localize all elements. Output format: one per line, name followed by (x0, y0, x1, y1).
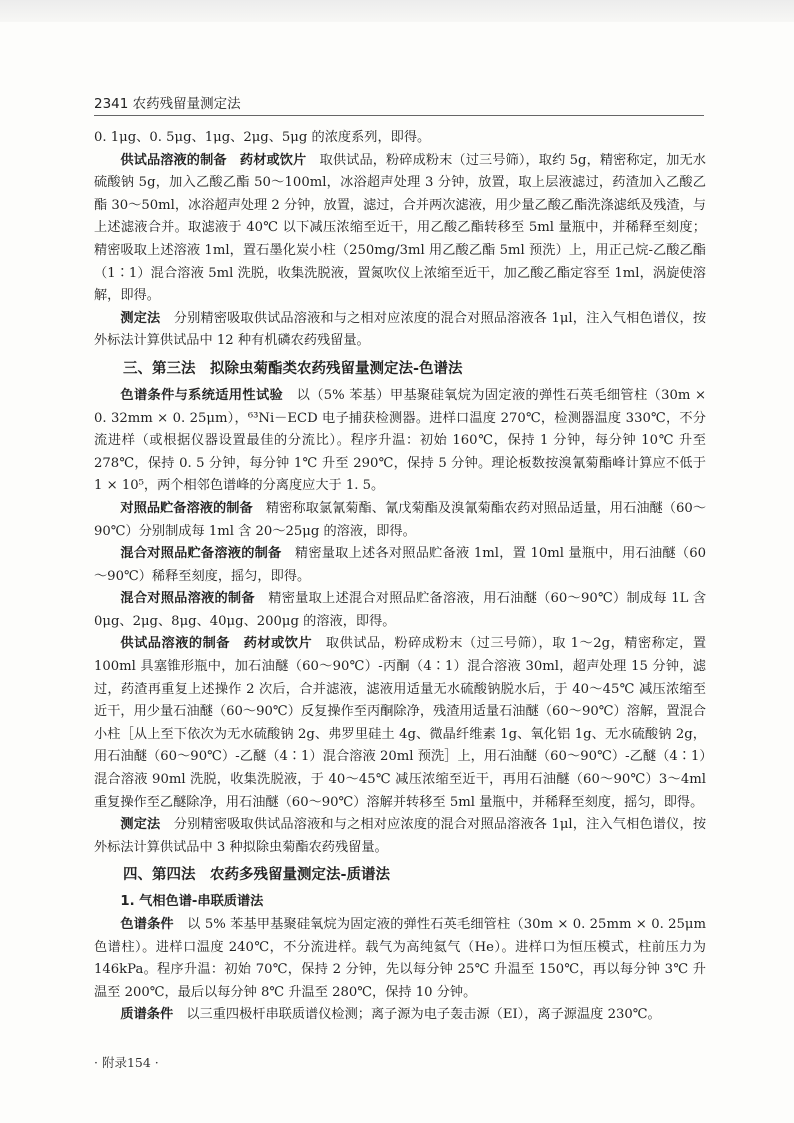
page-number: · 附录154 · (94, 1055, 159, 1070)
page-body (94, 127, 706, 1027)
scan-top-band (0, 0, 794, 22)
paragraph: 测定法 分别精密吸取供试品溶液和与之相对应浓度的混合对照品溶液各 1μl，注入气相色谱仪，按外标法计算供试品中 3 种拟除虫菊酯农药残留量。 (94, 817, 707, 855)
paragraph: 质谱条件 以三重四极杆串联质谱仪检测；离子源为电子轰击源（EI），离子源温度 230℃。 (120, 1007, 661, 1023)
paragraph: 供试品溶液的制备 药材或饮片 取供试品，粉碎成粉末（过三号筛），取 1～2g，精密称定，置 100ml 具塞锥形瓶中，加石油醚（60～90℃）-丙酮（4∶1）混合溶液 30ml，超声处理 15 分钟，滤过，药渣再重复上述操作 2 次后，合并滤液，滤液用适量无水硫酸钠脱水后，于 40～45℃ 减压浓缩至近干，用少量石油醚（60～90℃）反复操作至丙酮除净，残渣用适量石油醚（60～90℃）溶解，置混合小柱［从上至下依次为无水硫酸钠 2g、弗罗里硅土 4g、微晶纤维素 1g、氧化铝 1g、无水硫酸钠 2g，用石油醚（60～90℃）-乙醚（4∶1）混合溶液 20ml 预洗］上，用石油醚（60～90℃）-乙醚（4∶1）混合溶液 90ml 洗脱，收集洗脱液，于 40～45℃ 减压浓缩至近干，再用石油醚（60～90℃）3～4ml 重复操作至乙醚除净，用石油醚（60～90℃）溶解并转移至 5ml 量瓶中，并稀释至刻度，摇匀，即得。 (94, 636, 707, 810)
header-rule (94, 115, 704, 116)
paragraph: 对照品贮备溶液的制备 精密称取氯氰菊酯、氰戊菊酯及溴氰菊酯农药对照品适量，用石油醚（60～90℃）分别制成每 1ml 含 20～25μg 的溶液，即得。 (94, 500, 707, 539)
paragraph: 供试品溶液的制备 药材或饮片 取供试品，粉碎成粉末（过三号筛），取约 5g，精密称定，加无水硫酸钠 5g，加入乙酸乙酯 50～100ml，冰浴超声处理 3 分钟，放置，取上层液滤过，药渣加入乙酸乙酯 30～50ml，冰浴超声处理 2 分钟，放置，滤过，合并两次滤液，用少量乙酸乙酯洗涤滤纸及残渣，与上述滤液合并。取滤液于 40℃ 以下减压浓缩至近干，用乙酸乙酯转移至 5ml 量瓶中，并稀释至刻度；精密吸取上述溶液 1ml，置石墨化炭小柱（250mg/3ml 用乙酸乙酯 5ml 预洗）上，用正己烷-乙酸乙酯（1∶1）混合溶液 5ml 洗脱，收集洗脱液，置氮吹仪上浓缩至近干，加乙酸乙酯定容至 1ml，涡旋使溶解，即得。 (94, 152, 706, 304)
paragraph: 0. 1μg、0. 5μg、1μg、2μg、5μg 的浓度系列，即得。 (94, 130, 431, 145)
section-heading: 四、第四法 农药多残留量测定法-质谱法 (123, 867, 391, 884)
subsection-heading: 1. 气相色谱-串联质谱法 (120, 894, 264, 910)
paragraph: 色谱条件与系统适用性试验 以（5% 苯基）甲基聚硅氧烷为固定液的弹性石英毛细管柱（30m × 0. 32mm × 0. 25μm），⁶³Ni－ECD 电子捕获检测器。进样口温度 270℃，检测器温度 330℃，不分流进样（或根据仪器设置最佳的分流比）。程序升温：初始 160℃，保持 1 分钟，每分钟 10℃ 升至 278℃，保持 0. 5 分钟，每分钟 1℃ 升至 290℃，保持 5 分钟。理论板数按溴氰菊酯峰计算应不低于 1 × 10⁵，两个相邻色谱峰的分离度应大于 1. 5。 (94, 387, 706, 494)
paragraph: 测定法 分别精密吸取供试品溶液和与之相对应浓度的混合对照品溶液各 1μl，注入气相色谱仪，按外标法计算供试品中 12 种有机磷农药残留量。 (94, 310, 707, 349)
paragraph: 色谱条件 以 5% 苯基甲基聚硅氧烷为固定液的弹性石英毛细管柱（30m × 0. 25mm × 0. 25μm 色谱柱）。进样口温度 240℃，不分流进样。载气为高纯氦气（He）。进样口为恒压模式，柱前压力为 146kPa。程序升温：初始 70℃，保持 2 分钟，先以每分钟 25℃ 升温至 150℃，再以每分钟 3℃ 升温至 200℃，最后以每分钟 8℃ 升温至 280℃，保持 10 分钟。 (94, 917, 707, 1000)
paragraph: 混合对照品贮备溶液的制备 精密量取上述各对照品贮备液 1ml，置 10ml 量瓶中，用石油醚（60～90℃）稀释至刻度，摇匀，即得。 (94, 546, 706, 584)
section-heading: 三、第三法 拟除虫菊酯类农药残留量测定法-色谱法 (123, 360, 463, 377)
paragraph: 混合对照品溶液的制备 精密量取上述混合对照品贮备溶液，用石油醚（60～90℃）制成每 1L 含 0μg、2μg、8μg、40μg、200μg 的溶液，即得。 (94, 591, 707, 629)
running-header: 2341 农药残留量测定法 (94, 96, 241, 112)
